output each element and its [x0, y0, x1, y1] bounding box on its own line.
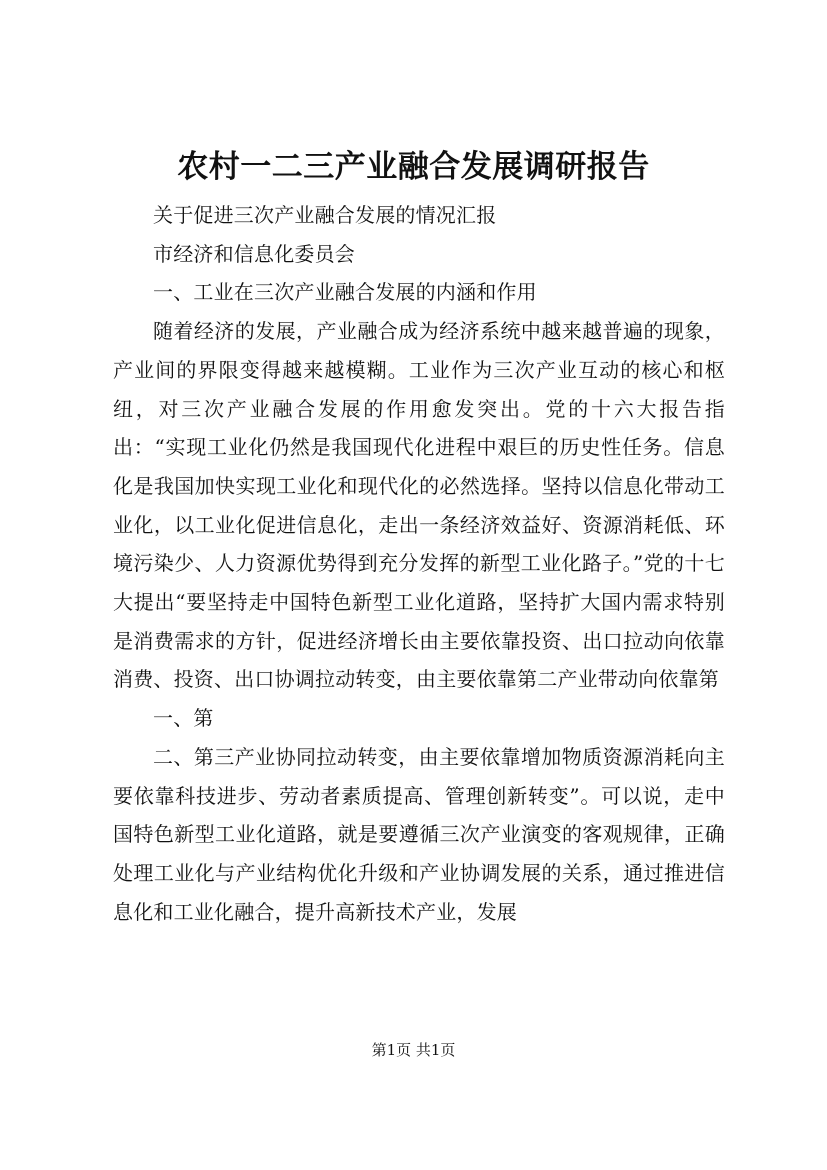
page-number-label: 第1页 共1页 — [371, 1041, 456, 1059]
page-footer — [0, 1040, 827, 1060]
paragraph-body-2: 二、第三产业协同拉动转变，由主要依靠增加物质资源消耗向主要依靠科技进步、劳动者素质提高、管理创新转变”。可以说，走中国特色新型工业化道路，就是要遵循三次产业演变的客观规律，正确处理工业化与产业结构优化升级和产业协调发展的关系，通过推进信息化和工业化融合，提升高新技术产业，发展 — [113, 744, 725, 924]
paragraph-subtitle: 关于促进三次产业融合发展的情况汇报 — [153, 203, 497, 227]
paragraph-fragment: 一、第 — [153, 706, 214, 731]
paragraph-author: 市经济和信息化委员会 — [153, 241, 355, 266]
paragraph-body-1: 随着经济的发展，产业融合成为经济系统中越来越普遍的现象，产业间的界限变得越来越模糊。工业作为三次产业互动的核心和枢纽，对三次产业融合发展的作用愈发突出。党的十六大报告指出：“实现工业化仍然是我国现代化进程中艰巨的历史性任务。信息化是我国加快实现工业化和现代化的必然选择。坚持以信息化带动工业化，以工业化促进信息化，走出一条经济效益好、资源消耗低、环境污染少、人力资源优势得到充分发挥的新型工业化路子。”党的十七大提出“要坚持走中国特色新型工业化道路，坚持扩大国内需求特别是消费需求的方针，促进经济增长由主要依靠投资、出口拉动向依靠消费、投资、出口协调拉动转变，由主要依靠第二产业带动向依靠第 — [113, 319, 725, 692]
document-title: 农村一二三产业融合发展调研报告 — [177, 149, 650, 185]
paragraph-section-heading: 一、工业在三次产业融合发展的内涵和作用 — [153, 280, 537, 305]
document-body — [113, 196, 725, 931]
